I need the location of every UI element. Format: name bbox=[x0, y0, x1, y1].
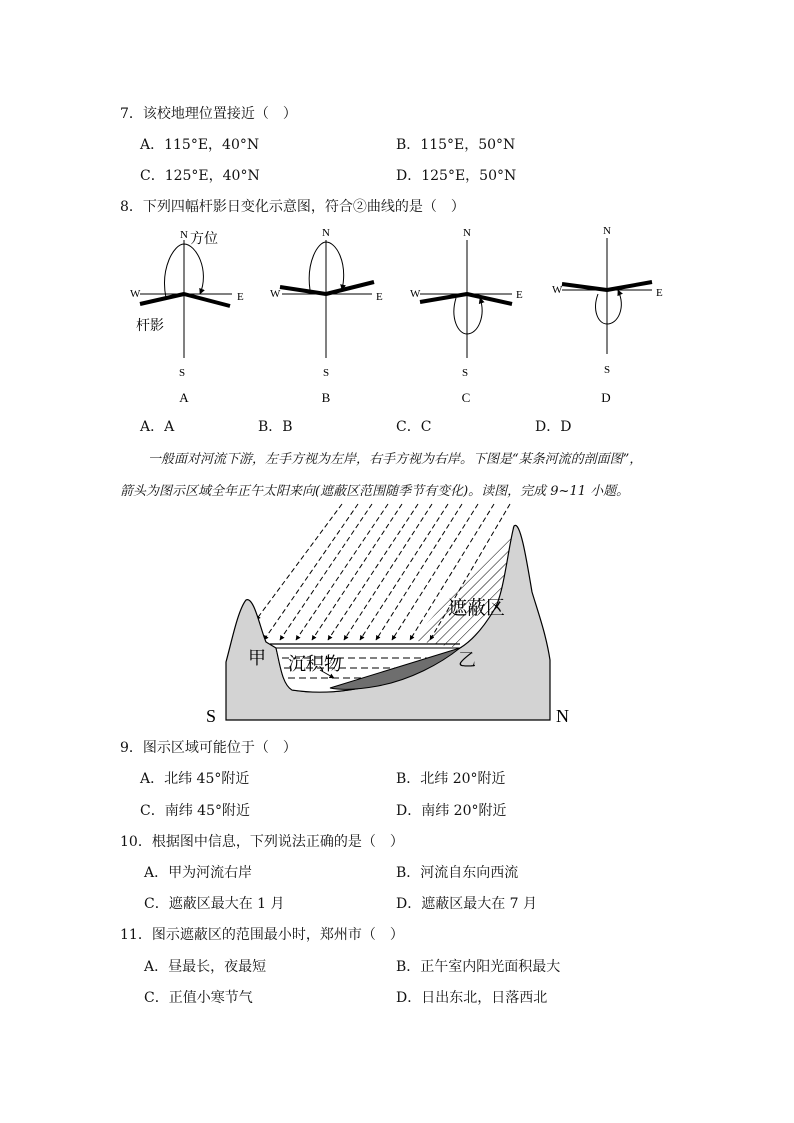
panel-c-e-label: E bbox=[516, 289, 523, 301]
panel-a-n-label: N bbox=[180, 229, 188, 241]
shade-label: 遮蔽区 bbox=[448, 598, 506, 619]
yi-label: 乙 bbox=[458, 650, 476, 670]
q9-option-c: C．南纬 45°附近 bbox=[140, 803, 250, 819]
panel-d-caption: D bbox=[601, 390, 611, 405]
shadow-panel-c bbox=[410, 227, 523, 405]
q10-option-a: A．甲为河流右岸 bbox=[144, 865, 253, 881]
q10-option-d: D．遮蔽区最大在 7 月 bbox=[396, 896, 538, 912]
panel-d-s-label: S bbox=[603, 364, 611, 376]
q7-option-a: A．115°E，40°N bbox=[140, 137, 260, 153]
jia-label: 甲 bbox=[248, 648, 266, 668]
q7-stem: 7．该校地理位置接近（ ） bbox=[120, 106, 297, 122]
panel-a-s-label: S bbox=[178, 367, 186, 379]
q8-stem: 8．下列四幅杆影日变化示意图，符合②曲线的是（ ） bbox=[120, 199, 465, 215]
panel-c-w-label: W bbox=[410, 288, 421, 300]
panel-a-e-label: E bbox=[237, 291, 244, 303]
river-cross-section-figure bbox=[0, 498, 794, 730]
panel-b-s-label: S bbox=[322, 367, 330, 379]
passage-line-1: 一般面对河流下游，左手方视为左岸，右手方视为右岸。下图是“某条河流的剖面图”， bbox=[148, 452, 643, 467]
q8-option-a: A．A bbox=[140, 419, 175, 435]
panel-b-caption: B bbox=[321, 390, 331, 405]
panel-a-w-label: W bbox=[130, 288, 141, 300]
q8-option-b: B．B bbox=[258, 419, 293, 435]
q11-option-c: C．正值小寒节气 bbox=[144, 990, 253, 1006]
q9-stem: 9．图示区域可能位于（ ） bbox=[120, 740, 297, 756]
q10-option-b: B．河流自东向西流 bbox=[396, 865, 519, 881]
q10-option-c: C．遮蔽区最大在 1 月 bbox=[144, 896, 285, 912]
shadow-panel-b bbox=[270, 227, 383, 405]
panel-a-caption: A bbox=[179, 390, 189, 405]
q10-stem: 10．根据图中信息，下列说法正确的是（ ） bbox=[120, 834, 404, 850]
shadow-panel-a bbox=[130, 229, 244, 405]
q8-option-c: C．C bbox=[396, 419, 432, 435]
panel-c-caption: C bbox=[461, 390, 471, 405]
shadow-label: 杆影 bbox=[136, 319, 164, 334]
q9-option-b: B．北纬 20°附近 bbox=[396, 771, 506, 787]
panel-b-e-label: E bbox=[376, 291, 383, 303]
q7-option-c: C．125°E，40°N bbox=[140, 168, 260, 184]
panel-b-w-label: W bbox=[270, 288, 281, 300]
passage-line-2: 箭头为图示区域全年正午太阳来向(遮蔽区范围随季节有变化)。读图，完成 9~11 小题。 bbox=[120, 484, 630, 499]
panel-c-n-label: N bbox=[463, 227, 471, 239]
shadow-panel-d bbox=[552, 225, 663, 405]
q9-option-d: D．南纬 20°附近 bbox=[396, 803, 507, 819]
q11-option-a: A．昼最长，夜最短 bbox=[144, 959, 267, 975]
q8-option-d: D．D bbox=[535, 419, 572, 435]
panel-d-e-label: E bbox=[656, 287, 663, 299]
q11-stem: 11．图示遮蔽区的范围最小时，郑州市（ ） bbox=[120, 927, 404, 943]
q9-option-a: A．北纬 45°附近 bbox=[140, 771, 250, 787]
direction-label: 方位 bbox=[190, 232, 218, 247]
q7-option-d: D．125°E，50°N bbox=[396, 168, 517, 184]
north-label: N bbox=[556, 706, 569, 726]
panel-c-s-label: S bbox=[461, 367, 469, 379]
panel-d-w-label: W bbox=[552, 284, 563, 296]
sediment-label: 沉积物 bbox=[288, 654, 342, 674]
q11-option-b: B．正午室内阳光面积最大 bbox=[396, 959, 561, 975]
south-label: S bbox=[206, 706, 217, 726]
panel-b-n-label: N bbox=[322, 227, 330, 239]
q11-option-d: D．日出东北，日落西北 bbox=[396, 990, 548, 1006]
panel-d-n-label: N bbox=[603, 225, 611, 237]
shadow-diagrams-figure bbox=[0, 218, 794, 408]
q7-option-b: B．115°E，50°N bbox=[396, 137, 516, 153]
